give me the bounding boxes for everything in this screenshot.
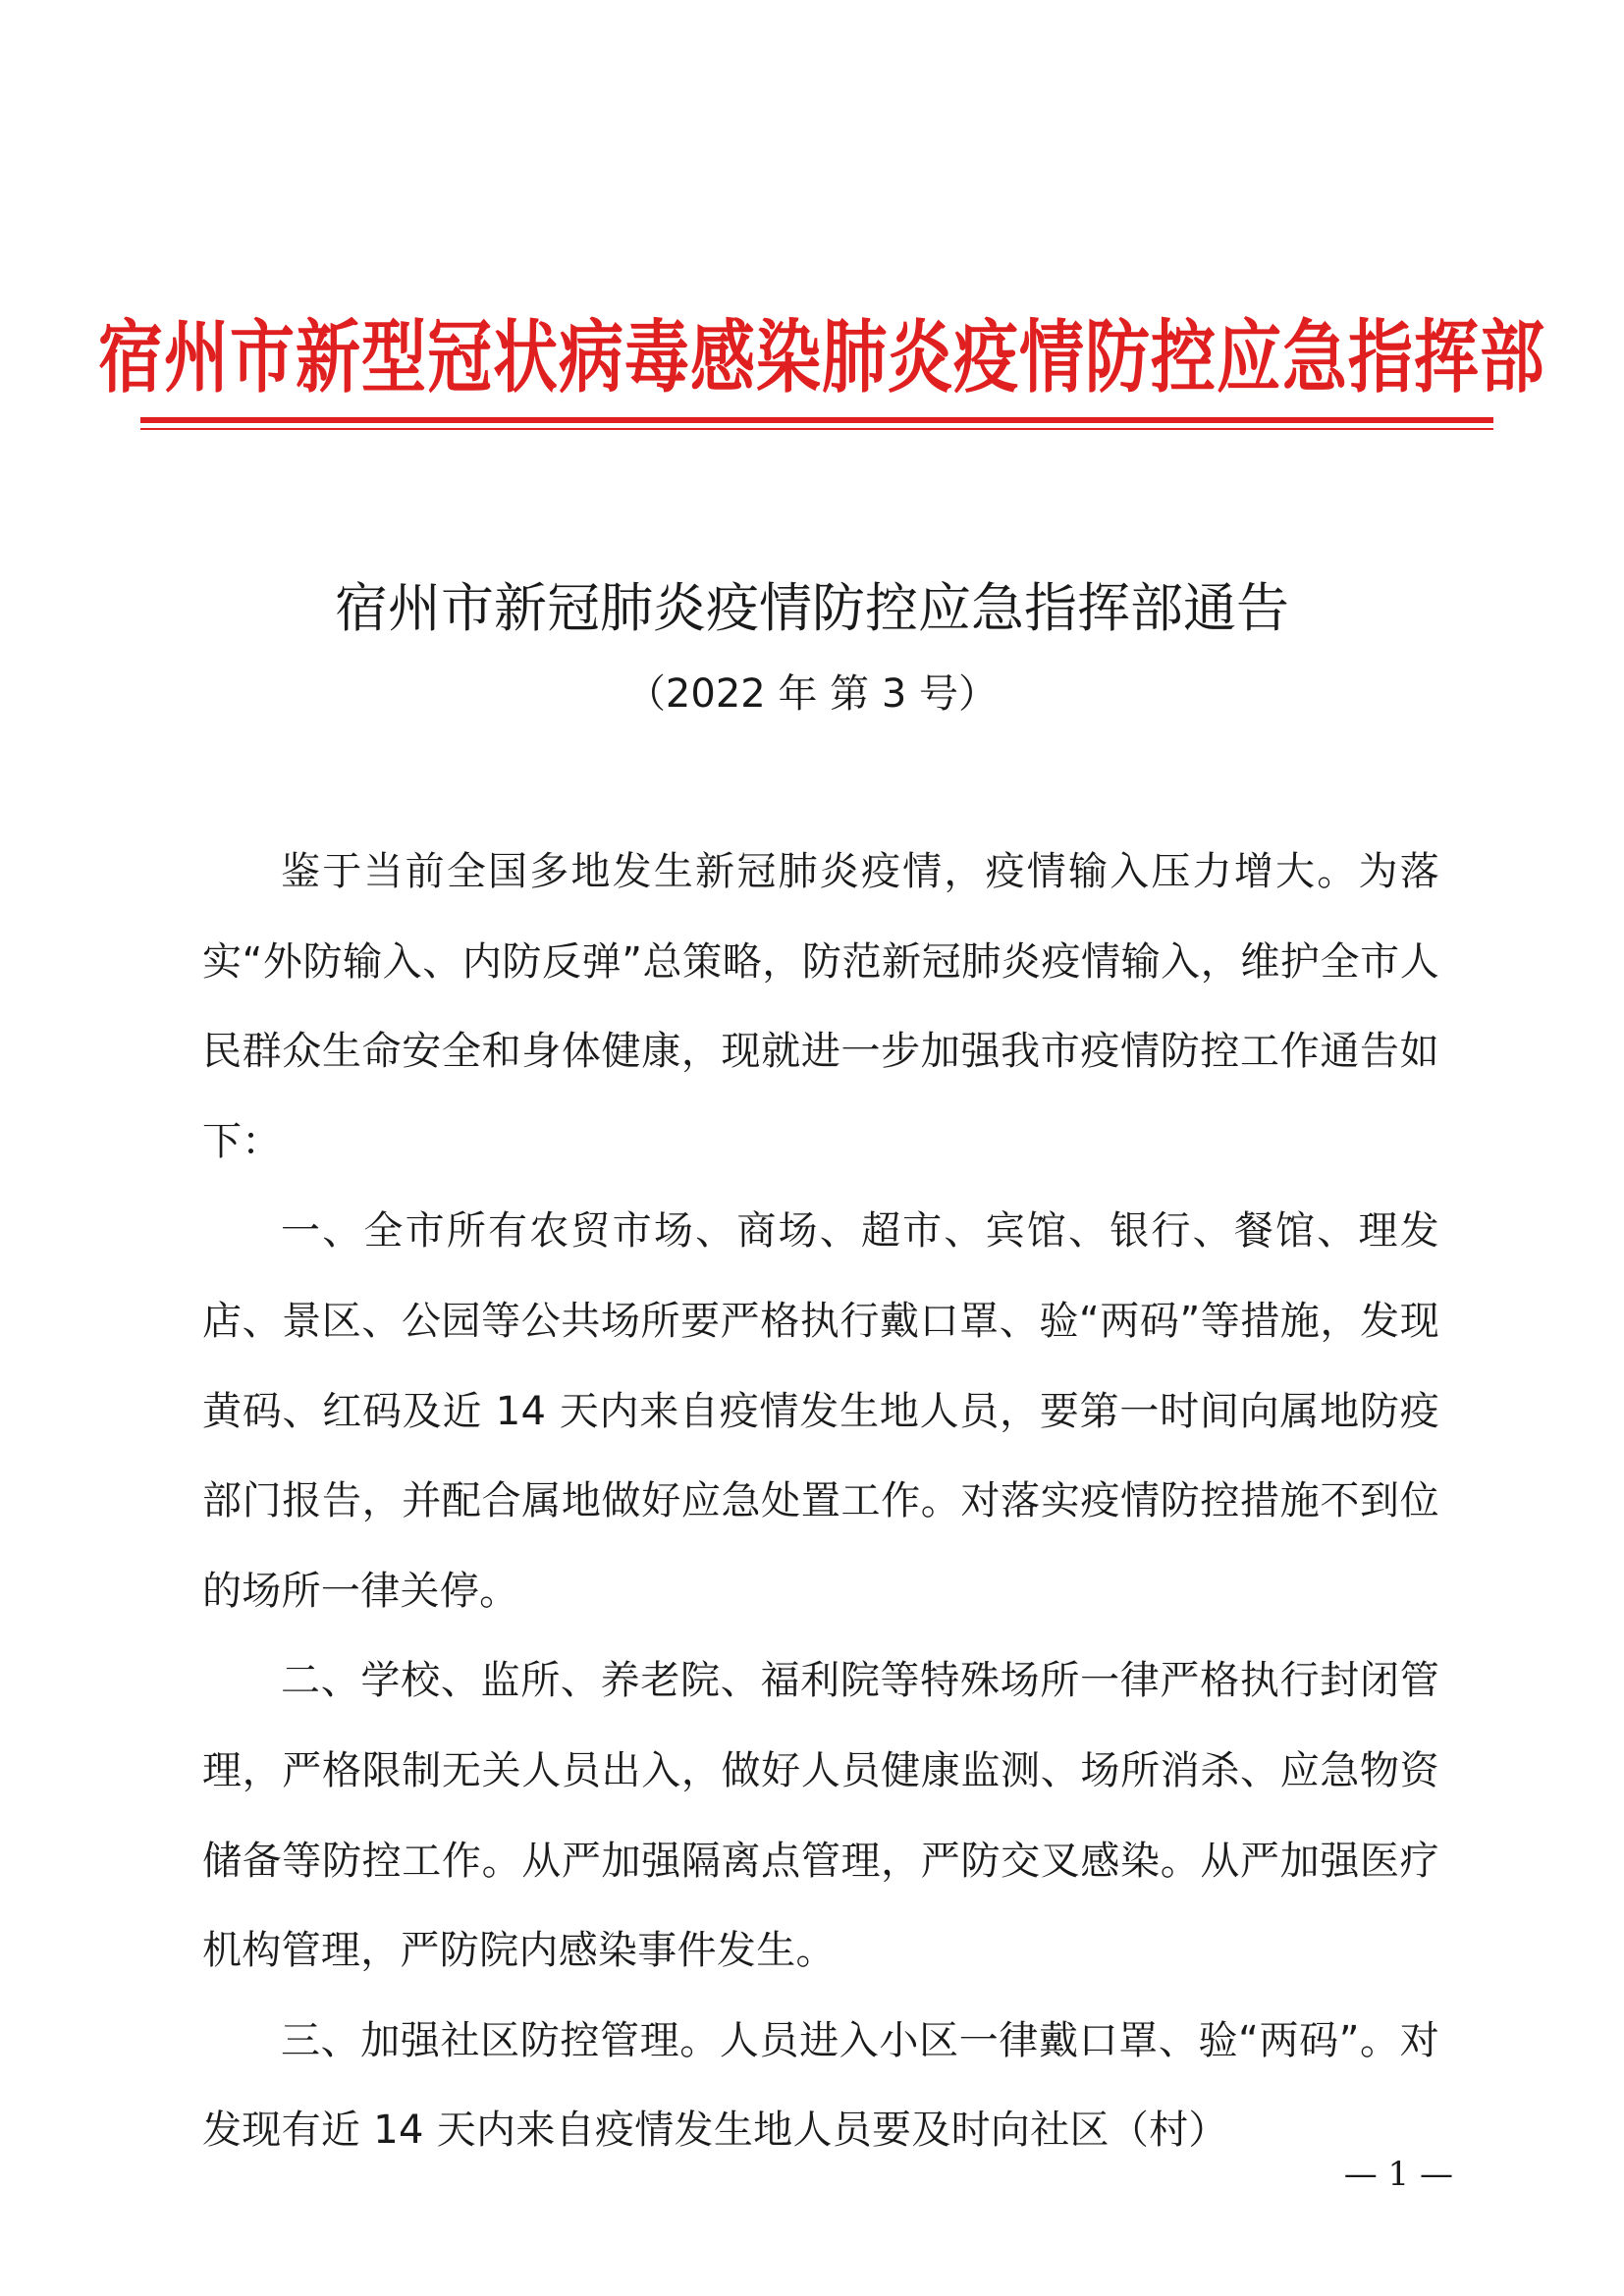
- paragraph-item-2: 二、学校、监所、养老院、福利院等特殊场所一律严格执行封闭管理，严格限制无关人员出入，做好人员健康监测、场所消杀、应急物资储备等防控工作。从严加强隔离点管理，严防交叉感染。从严加强医疗机构管理，严防院内感染事件发生。: [202, 1658, 1439, 1974]
- red-divider-thick: [140, 417, 1493, 423]
- paragraph-item-3: 三、加强社区防控管理。人员进入小区一律戴口罩、验“两码”。对发现有近 14 天内来自疫情发生地人员要及时向社区（村）: [202, 2017, 1439, 2154]
- issuer-masthead: 宿州市新型冠状病毒感染肺炎疫情防控应急指挥部: [98, 311, 1545, 404]
- notice-body: [202, 828, 1439, 2176]
- notice-title: 宿州市新冠肺炎疫情防控应急指挥部通告: [335, 577, 1289, 639]
- paragraph-item-1: 一、全市所有农贸市场、商场、超市、宾馆、银行、餐馆、理发店、景区、公园等公共场所要严格执行戴口罩、验“两码”等措施，发现黄码、红码及近 14 天内来自疫情发生地人员，要第一时间向属地防疫部门报告，并配合属地做好应急处置工作。对落实疫情防控措施不到位的场所一律关停。: [202, 1208, 1439, 1614]
- page-number: — 1 —: [1343, 2155, 1453, 2194]
- notice-number: （2022 年 第 3 号）: [625, 671, 999, 717]
- paragraph-intro: 鉴于当前全国多地发生新冠肺炎疫情，疫情输入压力增大。为落实“外防输入、内防反弹”总策略，防范新冠肺炎疫情输入，维护全市人民群众生命安全和身体健康，现就进一步加强我市疫情防控工作通告如下：: [202, 849, 1439, 1164]
- red-divider-thin: [140, 428, 1493, 430]
